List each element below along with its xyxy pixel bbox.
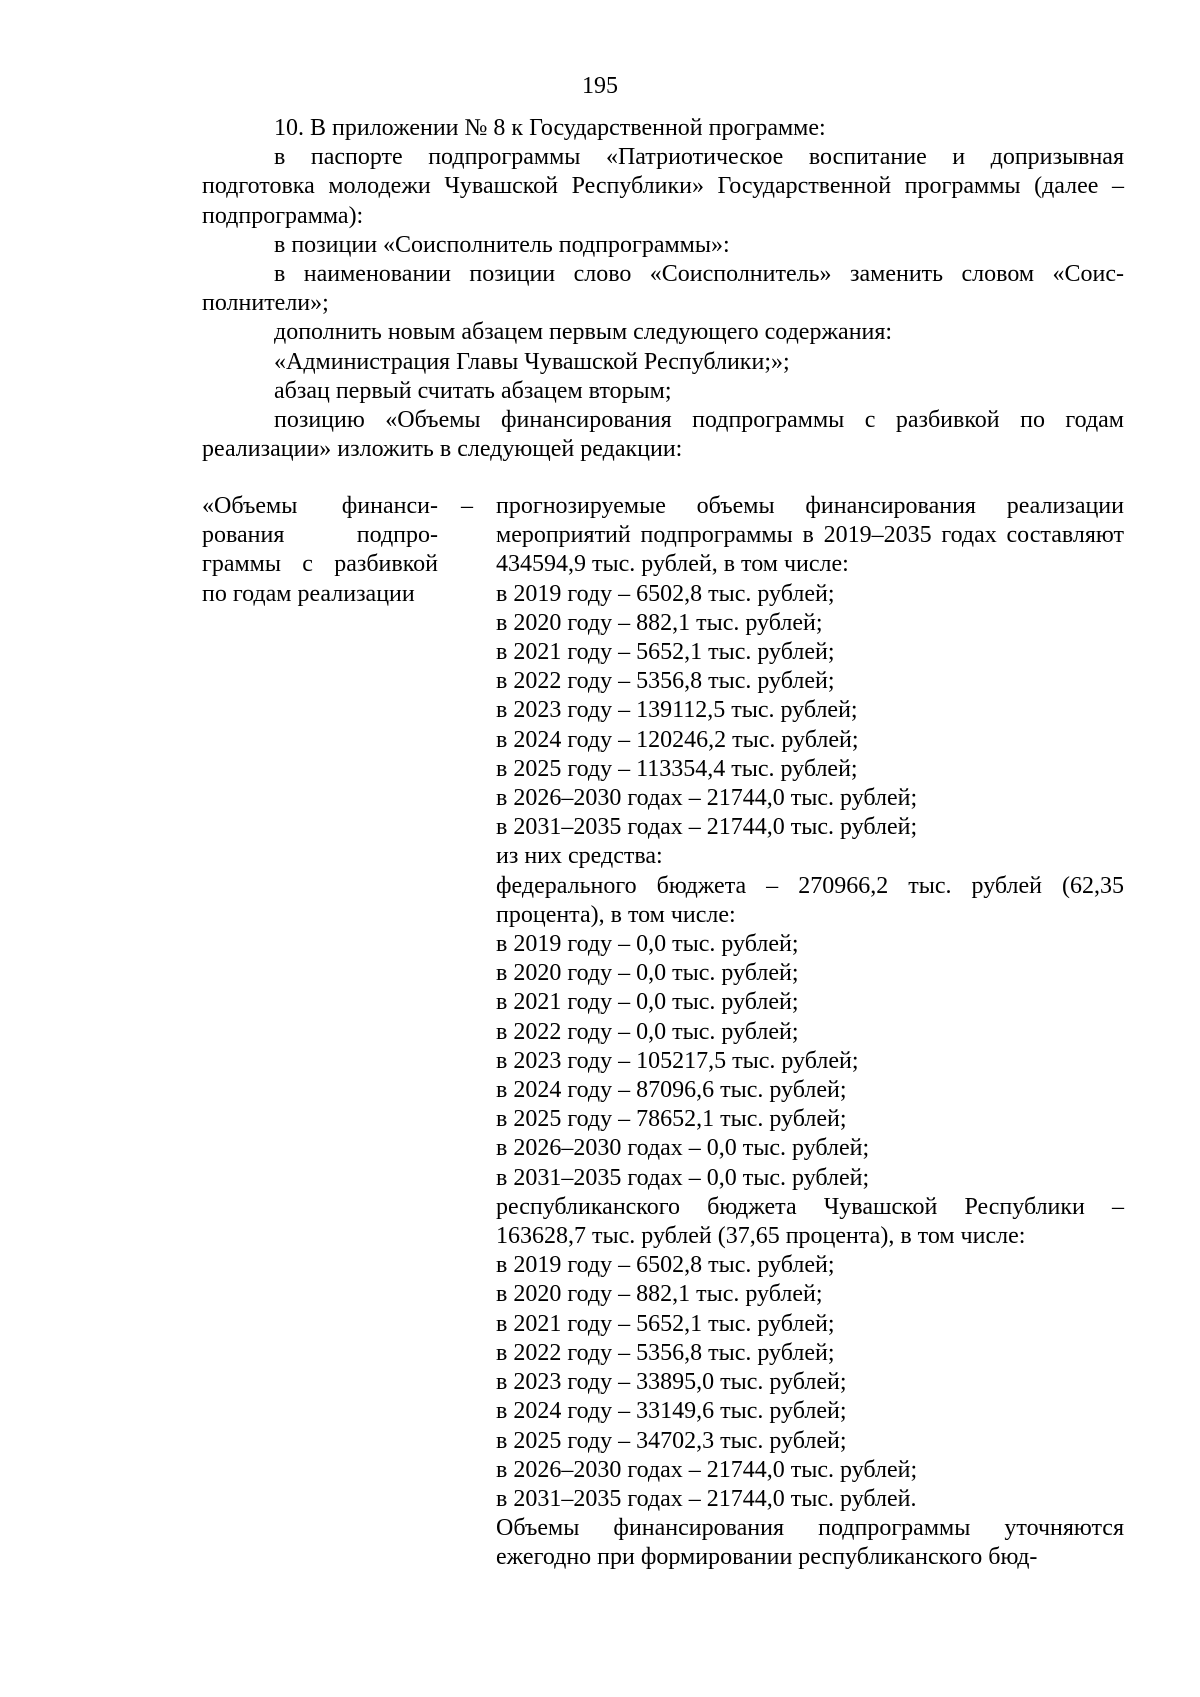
paragraph-rename: в наименовании позиции слово «Соисполнитель» заменить словом «Соисполнители»;	[202, 261, 1124, 317]
republican-year-line: в 2019 году – 6502,8 тыс. рублей;	[496, 1252, 835, 1279]
total-funding: прогнозируемые объемы финансирования реализации мероприятий подпрограммы в 2019–2035 годах составляют 434594,9 тыс. рублей, в том числе:	[496, 493, 1124, 578]
paragraph-add-new: дополнить новым абзацем первым следующего содержания:	[274, 319, 893, 346]
republican-year-line: в 2024 году – 33149,6 тыс. рублей;	[496, 1398, 847, 1425]
paragraph-passport: в паспорте подпрограммы «Патриотическое воспитание и допризывная подготовка молодежи Чувашской Республики» Государственной программы (далее – подпрограмма):	[202, 144, 1124, 229]
republican-year-line: в 2023 году – 33895,0 тыс. рублей;	[496, 1369, 847, 1396]
republican-year-line: в 2026–2030 годах – 21744,0 тыс. рублей;	[496, 1456, 918, 1483]
total-year-line: в 2023 году – 139112,5 тыс. рублей;	[496, 697, 858, 724]
republican-year-line: в 2031–2035 годах – 21744,0 тыс. рублей.	[496, 1485, 917, 1512]
page-number: 195	[582, 73, 618, 99]
passport-position-table	[202, 492, 1124, 1573]
federal-year-line: в 2024 году – 87096,6 тыс. рублей;	[496, 1077, 847, 1104]
federal-year-line: в 2031–2035 годах – 0,0 тыс. рублей;	[496, 1164, 870, 1191]
item-heading: 10. В приложении № 8 к Государственной программе:	[274, 115, 826, 141]
federal-year-line: в 2026–2030 годах – 0,0 тыс. рублей;	[496, 1135, 870, 1162]
passport-label: «Объемы финансирования подпрограммы с разбивкой по годам реализации	[202, 493, 438, 607]
federal-year-line: в 2019 году – 0,0 тыс. рублей;	[496, 931, 799, 958]
federal-year-line: в 2020 году – 0,0 тыс. рублей;	[496, 960, 799, 987]
federal-year-line: в 2021 году – 0,0 тыс. рублей;	[496, 989, 799, 1016]
funding-note: Объемы финансирования подпрограммы уточняются ежегодно при формировании республиканского бюд-	[496, 1515, 1124, 1571]
total-year-line: в 2024 году – 120246,2 тыс. рублей;	[496, 726, 859, 753]
intro-section	[202, 114, 1124, 464]
republican-year-line: в 2020 году – 882,1 тыс. рублей;	[496, 1281, 823, 1308]
total-year-line: в 2031–2035 годах – 21744,0 тыс. рублей;	[496, 814, 918, 841]
of-them-label: из них средства:	[496, 843, 663, 870]
total-year-line: в 2019 году – 6502,8 тыс. рублей;	[496, 580, 835, 607]
total-year-line: в 2021 году – 5652,1 тыс. рублей;	[496, 639, 835, 666]
paragraph-administration: «Администрация Главы Чувашской Республики;»;	[274, 348, 790, 375]
paragraph-position: в позиции «Соисполнитель подпрограммы»:	[274, 231, 730, 258]
federal-year-line: в 2023 году – 105217,5 тыс. рублей;	[496, 1047, 859, 1074]
republican-funding: республиканского бюджета Чувашской Республики – 163628,7 тыс. рублей (37,65 процента), в том числе:	[496, 1193, 1124, 1250]
total-year-line: в 2020 году – 882,1 тыс. рублей;	[496, 609, 823, 636]
republican-year-line: в 2021 году – 5652,1 тыс. рублей;	[496, 1310, 835, 1337]
republican-year-line: в 2022 году – 5356,8 тыс. рублей;	[496, 1339, 835, 1366]
federal-year-line: в 2025 году – 78652,1 тыс. рублей;	[496, 1106, 847, 1133]
federal-funding: федерального бюджета – 270966,2 тыс. рублей (62,35 процента), в том числе:	[496, 872, 1124, 928]
total-year-line: в 2026–2030 годах – 21744,0 тыс. рублей;	[496, 785, 918, 812]
total-year-line: в 2025 году – 113354,4 тыс. рублей;	[496, 755, 858, 782]
federal-year-line: в 2022 году – 0,0 тыс. рублей;	[496, 1018, 799, 1045]
paragraph-new-edition: позицию «Объемы финансирования подпрограммы с разбивкой по годам реализации» изложить в следующей редакции:	[202, 407, 1124, 463]
total-year-line: в 2022 году – 5356,8 тыс. рублей;	[496, 668, 835, 695]
passport-body	[496, 492, 1124, 1573]
paragraph-renumber: абзац первый считать абзацем вторым;	[274, 377, 672, 404]
republican-year-line: в 2025 году – 34702,3 тыс. рублей;	[496, 1427, 847, 1454]
passport-dash: –	[461, 493, 473, 519]
